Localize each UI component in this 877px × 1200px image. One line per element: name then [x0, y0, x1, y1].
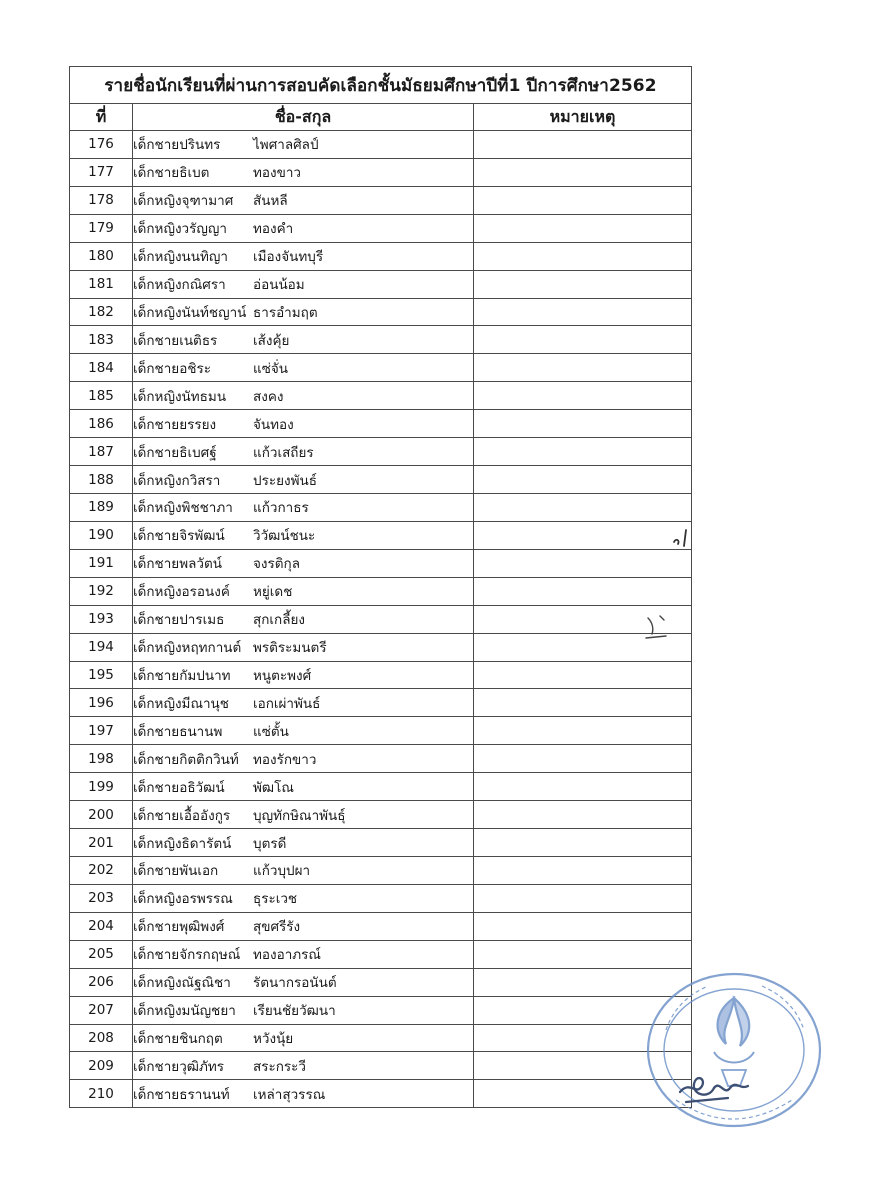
table-row [70, 605, 692, 633]
column-header-remark: หมายเหตุ [474, 104, 692, 131]
student-last-name: จงรติกุล [253, 556, 300, 573]
student-name [133, 1024, 474, 1052]
table-row [70, 856, 692, 884]
student-number: 210 [70, 1080, 133, 1108]
table-row [70, 298, 692, 326]
student-number: 185 [70, 382, 133, 410]
student-name [133, 633, 474, 661]
student-number: 192 [70, 577, 133, 605]
table-row [70, 214, 692, 242]
student-first-name: เด็กหญิงพิชชาภา [133, 500, 233, 517]
student-first-name: เด็กชายเอื้ออังกูร [133, 807, 231, 824]
student-name [133, 856, 474, 884]
student-last-name: จันทอง [253, 416, 294, 433]
student-name [133, 466, 474, 494]
student-name [133, 912, 474, 940]
student-list-sheet [69, 66, 691, 1108]
table-row [70, 158, 692, 186]
student-table [69, 66, 692, 1108]
student-number: 203 [70, 884, 133, 912]
student-remark [474, 912, 692, 940]
student-last-name: หนูตะพงศ์ [253, 667, 312, 684]
student-remark [474, 242, 692, 270]
student-first-name: เด็กหญิงธิดารัตน์ [133, 835, 232, 852]
student-remark [474, 214, 692, 242]
student-name [133, 717, 474, 745]
student-remark [474, 717, 692, 745]
student-remark [474, 158, 692, 186]
table-row [70, 493, 692, 521]
student-first-name: เด็กหญิงหฤทกานต์ [133, 640, 242, 657]
student-name [133, 605, 474, 633]
table-row [70, 521, 692, 549]
table-row [70, 1080, 692, 1108]
student-last-name: พัฒโณ [253, 779, 294, 796]
table-row [70, 466, 692, 494]
student-last-name: อ่อนน้อม [253, 277, 305, 294]
ink-mark [640, 612, 676, 642]
student-last-name: บุญทักษิณาพันธุ์ [253, 807, 346, 824]
student-remark [474, 549, 692, 577]
student-last-name: ไพศาลศิลป์ [253, 137, 319, 154]
student-name [133, 549, 474, 577]
student-first-name: เด็กชายปารเมธ [133, 612, 225, 629]
student-name [133, 438, 474, 466]
student-remark [474, 131, 692, 159]
student-rows [70, 131, 692, 1108]
student-number: 199 [70, 773, 133, 801]
student-last-name: ทองคำ [253, 221, 294, 238]
student-number: 207 [70, 996, 133, 1024]
table-row [70, 438, 692, 466]
student-first-name: เด็กชายเนติธร [133, 332, 218, 349]
student-remark [474, 521, 692, 549]
table-row [70, 1052, 692, 1080]
student-number: 198 [70, 745, 133, 773]
student-last-name: เมืองจันทบุรี [253, 249, 324, 266]
column-header-name: ชื่อ-สกุล [133, 104, 474, 131]
student-number: 205 [70, 940, 133, 968]
student-remark [474, 326, 692, 354]
student-first-name: เด็กหญิงอรพรรณ [133, 891, 233, 908]
student-name [133, 158, 474, 186]
student-remark [474, 577, 692, 605]
school-seal-stamp [636, 970, 826, 1145]
student-last-name: แก้วบุปผา [253, 863, 311, 880]
student-name [133, 940, 474, 968]
student-last-name: แก้วเสถียร [253, 444, 314, 461]
student-name [133, 829, 474, 857]
student-number: 179 [70, 214, 133, 242]
student-last-name: ทองขาว [253, 165, 301, 182]
table-row [70, 633, 692, 661]
student-first-name: เด็กชายอชิระ [133, 360, 211, 377]
student-name [133, 131, 474, 159]
student-number: 209 [70, 1052, 133, 1080]
student-number: 178 [70, 186, 133, 214]
student-name [133, 354, 474, 382]
student-remark [474, 801, 692, 829]
student-number: 204 [70, 912, 133, 940]
student-first-name: เด็กหญิงนัทธมน [133, 388, 227, 405]
student-first-name: เด็กชายปรินทร [133, 137, 221, 154]
student-remark [474, 689, 692, 717]
table-row [70, 410, 692, 438]
student-remark [474, 856, 692, 884]
table-row [70, 940, 692, 968]
student-remark [474, 661, 692, 689]
student-number: 177 [70, 158, 133, 186]
student-first-name: เด็กชายธนานพ [133, 723, 223, 740]
column-header-number: ที่ [70, 104, 133, 131]
student-name [133, 968, 474, 996]
table-row [70, 745, 692, 773]
student-number: 183 [70, 326, 133, 354]
student-first-name: เด็กชายจักรกฤษณ์ [133, 947, 241, 964]
student-last-name: สงคง [253, 388, 284, 405]
student-last-name: ธุระเวช [253, 891, 298, 908]
student-remark [474, 354, 692, 382]
student-last-name: ทองรักขาว [253, 751, 317, 768]
student-number: 186 [70, 410, 133, 438]
student-number: 202 [70, 856, 133, 884]
student-first-name: เด็กชายวุฒิภัทร [133, 1058, 225, 1075]
student-name [133, 689, 474, 717]
table-row [70, 884, 692, 912]
student-number: 206 [70, 968, 133, 996]
student-name [133, 745, 474, 773]
student-remark [474, 410, 692, 438]
student-first-name: เด็กหญิงกวิสรา [133, 472, 221, 489]
table-row [70, 326, 692, 354]
student-first-name: เด็กหญิงมีณานุช [133, 695, 229, 712]
table-row [70, 186, 692, 214]
student-first-name: เด็กหญิงณัฐณิชา [133, 975, 231, 992]
student-last-name: ธารอำมฤต [253, 304, 318, 321]
student-first-name: เด็กหญิงวรัญญา [133, 221, 227, 238]
table-row [70, 131, 692, 159]
student-name [133, 242, 474, 270]
student-last-name: หวังนุ้ย [253, 1030, 294, 1047]
student-remark [474, 940, 692, 968]
student-name [133, 214, 474, 242]
student-first-name: เด็กหญิงกณิศรา [133, 277, 226, 294]
student-last-name: แซ่ตั้น [253, 723, 289, 740]
table-row [70, 382, 692, 410]
student-last-name: รัตนากรอนันต์ [253, 975, 337, 992]
student-name [133, 773, 474, 801]
table-row [70, 689, 692, 717]
student-first-name: เด็กชายพลวัตน์ [133, 556, 222, 573]
student-last-name: หยู่เดช [253, 584, 293, 601]
student-number: 208 [70, 1024, 133, 1052]
student-first-name: เด็กชายกัมปนาท [133, 667, 231, 684]
student-number: 187 [70, 438, 133, 466]
table-row [70, 829, 692, 857]
student-name [133, 661, 474, 689]
student-number: 194 [70, 633, 133, 661]
student-name [133, 1052, 474, 1080]
table-header-row [70, 104, 692, 131]
student-number: 201 [70, 829, 133, 857]
table-row [70, 242, 692, 270]
student-remark [474, 270, 692, 298]
student-first-name: เด็กชายธิเบศฐ์ [133, 444, 217, 461]
student-name [133, 382, 474, 410]
table-row [70, 1024, 692, 1052]
student-first-name: เด็กชายพันเอก [133, 863, 219, 880]
student-name [133, 1080, 474, 1108]
student-first-name: เด็กหญิงอรอนงค์ [133, 584, 230, 601]
student-last-name: เอกเผ่าพันธ์ [253, 695, 321, 712]
student-first-name: เด็กชายธรานนท์ [133, 1086, 230, 1103]
student-number: 189 [70, 493, 133, 521]
student-last-name: สุขศรีรัง [253, 919, 301, 936]
student-number: 180 [70, 242, 133, 270]
student-last-name: สันหลี [253, 193, 288, 210]
student-first-name: เด็กชายจิรพัฒน์ [133, 528, 225, 545]
student-name [133, 996, 474, 1024]
student-last-name: พรติระมนตรี [253, 640, 327, 657]
student-remark [474, 466, 692, 494]
table-row [70, 801, 692, 829]
table-row [70, 549, 692, 577]
table-row [70, 717, 692, 745]
student-last-name: เส้งคุ้ย [253, 332, 290, 349]
student-remark [474, 773, 692, 801]
student-remark [474, 382, 692, 410]
student-last-name: เหล่าสุวรรณ [253, 1086, 326, 1103]
student-first-name: เด็กชายกิตติกวินท์ [133, 751, 239, 768]
student-first-name: เด็กหญิงนันท์ชญาน์ [133, 304, 247, 321]
document-title: รายชื่อนักเรียนที่ผ่านการสอบคัดเลือกชั้นมัธยมศึกษาปีที่1 ปีการศึกษา2562 [70, 67, 692, 104]
student-name [133, 493, 474, 521]
student-last-name: ประยงพันธ์ [253, 472, 317, 489]
student-name [133, 884, 474, 912]
student-number: 188 [70, 466, 133, 494]
table-row [70, 996, 692, 1024]
student-name [133, 186, 474, 214]
student-remark [474, 186, 692, 214]
student-first-name: เด็กหญิงจุฑามาศ [133, 193, 234, 210]
student-remark [474, 884, 692, 912]
student-last-name: สระกระวี [253, 1058, 306, 1075]
student-name [133, 801, 474, 829]
student-number: 196 [70, 689, 133, 717]
student-name [133, 326, 474, 354]
student-number: 191 [70, 549, 133, 577]
student-number: 190 [70, 521, 133, 549]
student-remark [474, 829, 692, 857]
table-row [70, 661, 692, 689]
table-row [70, 773, 692, 801]
student-remark [474, 493, 692, 521]
student-name [133, 521, 474, 549]
student-last-name: วิวัฒน์ชนะ [253, 528, 316, 545]
student-first-name: เด็กชายธิเบต [133, 165, 210, 182]
student-first-name: เด็กหญิงนนทิญา [133, 249, 228, 266]
table-row [70, 968, 692, 996]
student-last-name: สุกเกลี้ยง [253, 612, 305, 629]
student-last-name: เรียนชัยวัฒนา [253, 1003, 336, 1020]
student-first-name: เด็กชายชินกฤต [133, 1030, 223, 1047]
student-number: 195 [70, 661, 133, 689]
table-row [70, 354, 692, 382]
student-name [133, 577, 474, 605]
student-last-name: ทองอาภรณ์ [253, 947, 321, 964]
student-last-name: แก้วกาธร [253, 500, 309, 517]
student-number: 184 [70, 354, 133, 382]
student-first-name: เด็กชายอธิวัฒน์ [133, 779, 225, 796]
student-number: 197 [70, 717, 133, 745]
student-last-name: แซ่จั่น [253, 360, 289, 377]
student-first-name: เด็กชายพุฒิพงศ์ [133, 919, 225, 936]
student-first-name: เด็กหญิงมนัญชยา [133, 1003, 236, 1020]
student-name [133, 298, 474, 326]
student-number: 176 [70, 131, 133, 159]
ink-mark [666, 524, 696, 550]
student-name [133, 410, 474, 438]
student-number: 193 [70, 605, 133, 633]
table-row [70, 912, 692, 940]
table-row [70, 577, 692, 605]
table-row [70, 270, 692, 298]
student-remark [474, 745, 692, 773]
student-remark [474, 298, 692, 326]
student-number: 181 [70, 270, 133, 298]
student-first-name: เด็กชายยรรยง [133, 416, 217, 433]
student-remark [474, 438, 692, 466]
student-last-name: บุตรดี [253, 835, 287, 852]
student-number: 200 [70, 801, 133, 829]
student-number: 182 [70, 298, 133, 326]
student-name [133, 270, 474, 298]
